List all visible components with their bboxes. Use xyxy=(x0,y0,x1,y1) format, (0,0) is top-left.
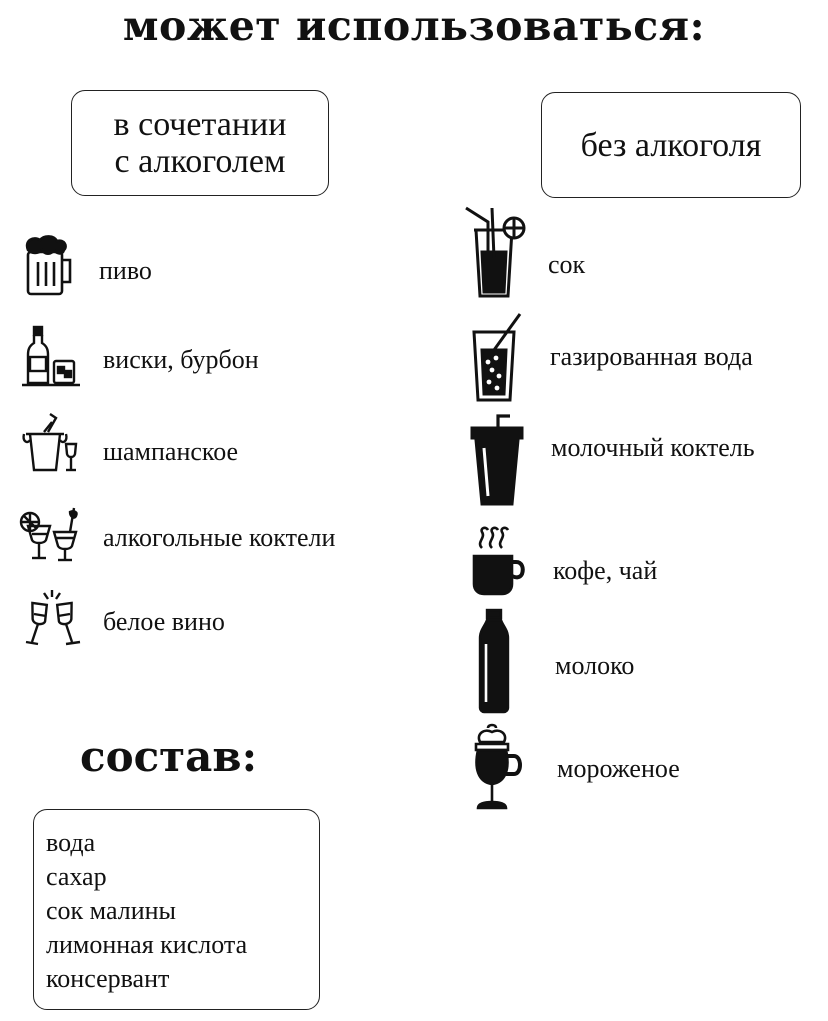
milk-bottle-icon xyxy=(474,610,514,712)
milkshake-cup-icon xyxy=(468,412,526,506)
wine-toast-icon xyxy=(24,588,86,648)
whiskey-bottle-icon xyxy=(22,325,82,387)
nonalcohol-item-juice: сок xyxy=(548,250,586,279)
composition-box xyxy=(33,809,320,1010)
ingredient-item: консервант xyxy=(46,964,170,993)
alcohol-category-box xyxy=(71,90,329,196)
alcohol-box-line-2: с алкоголем xyxy=(114,143,286,180)
ingredient-item: лимонная кислота xyxy=(46,930,248,959)
ice-cream-glass-icon xyxy=(470,724,528,812)
coffee-cup-icon xyxy=(470,520,526,596)
alcohol-item-beer: пиво xyxy=(99,256,152,285)
alcohol-item-whiskey: виски, бурбон xyxy=(103,345,259,374)
alcohol-item-cocktails: алкогольные коктели xyxy=(103,523,336,552)
alcohol-item-champagne: шампанское xyxy=(103,437,239,466)
nonalcohol-box-label: без алкоголя xyxy=(580,126,762,164)
nonalcohol-item-coffee-tea: кофе, чай xyxy=(553,556,658,585)
page-title: может использоваться: xyxy=(122,2,706,50)
nonalcohol-category-box xyxy=(541,92,801,198)
cocktails-icon xyxy=(18,504,80,566)
nonalcohol-item-milkshake: молочный коктель xyxy=(551,433,755,462)
nonalcohol-item-milk: молоко xyxy=(555,651,635,680)
champagne-bucket-icon xyxy=(22,412,80,474)
beer-mug-icon xyxy=(20,234,76,298)
alcohol-item-white-wine: белое вино xyxy=(103,607,225,636)
nonalcohol-item-ice-cream: мороженое xyxy=(557,754,680,783)
ingredient-item: вода xyxy=(46,828,96,857)
soda-glass-icon xyxy=(468,310,526,404)
composition-title: состав: xyxy=(80,732,258,781)
nonalcohol-item-soda: газированная вода xyxy=(550,342,753,371)
juice-glass-icon xyxy=(462,206,532,300)
alcohol-box-line-1: в сочетании xyxy=(113,106,287,143)
ingredient-item: сок малины xyxy=(46,896,176,925)
ingredient-item: сахар xyxy=(46,862,107,891)
